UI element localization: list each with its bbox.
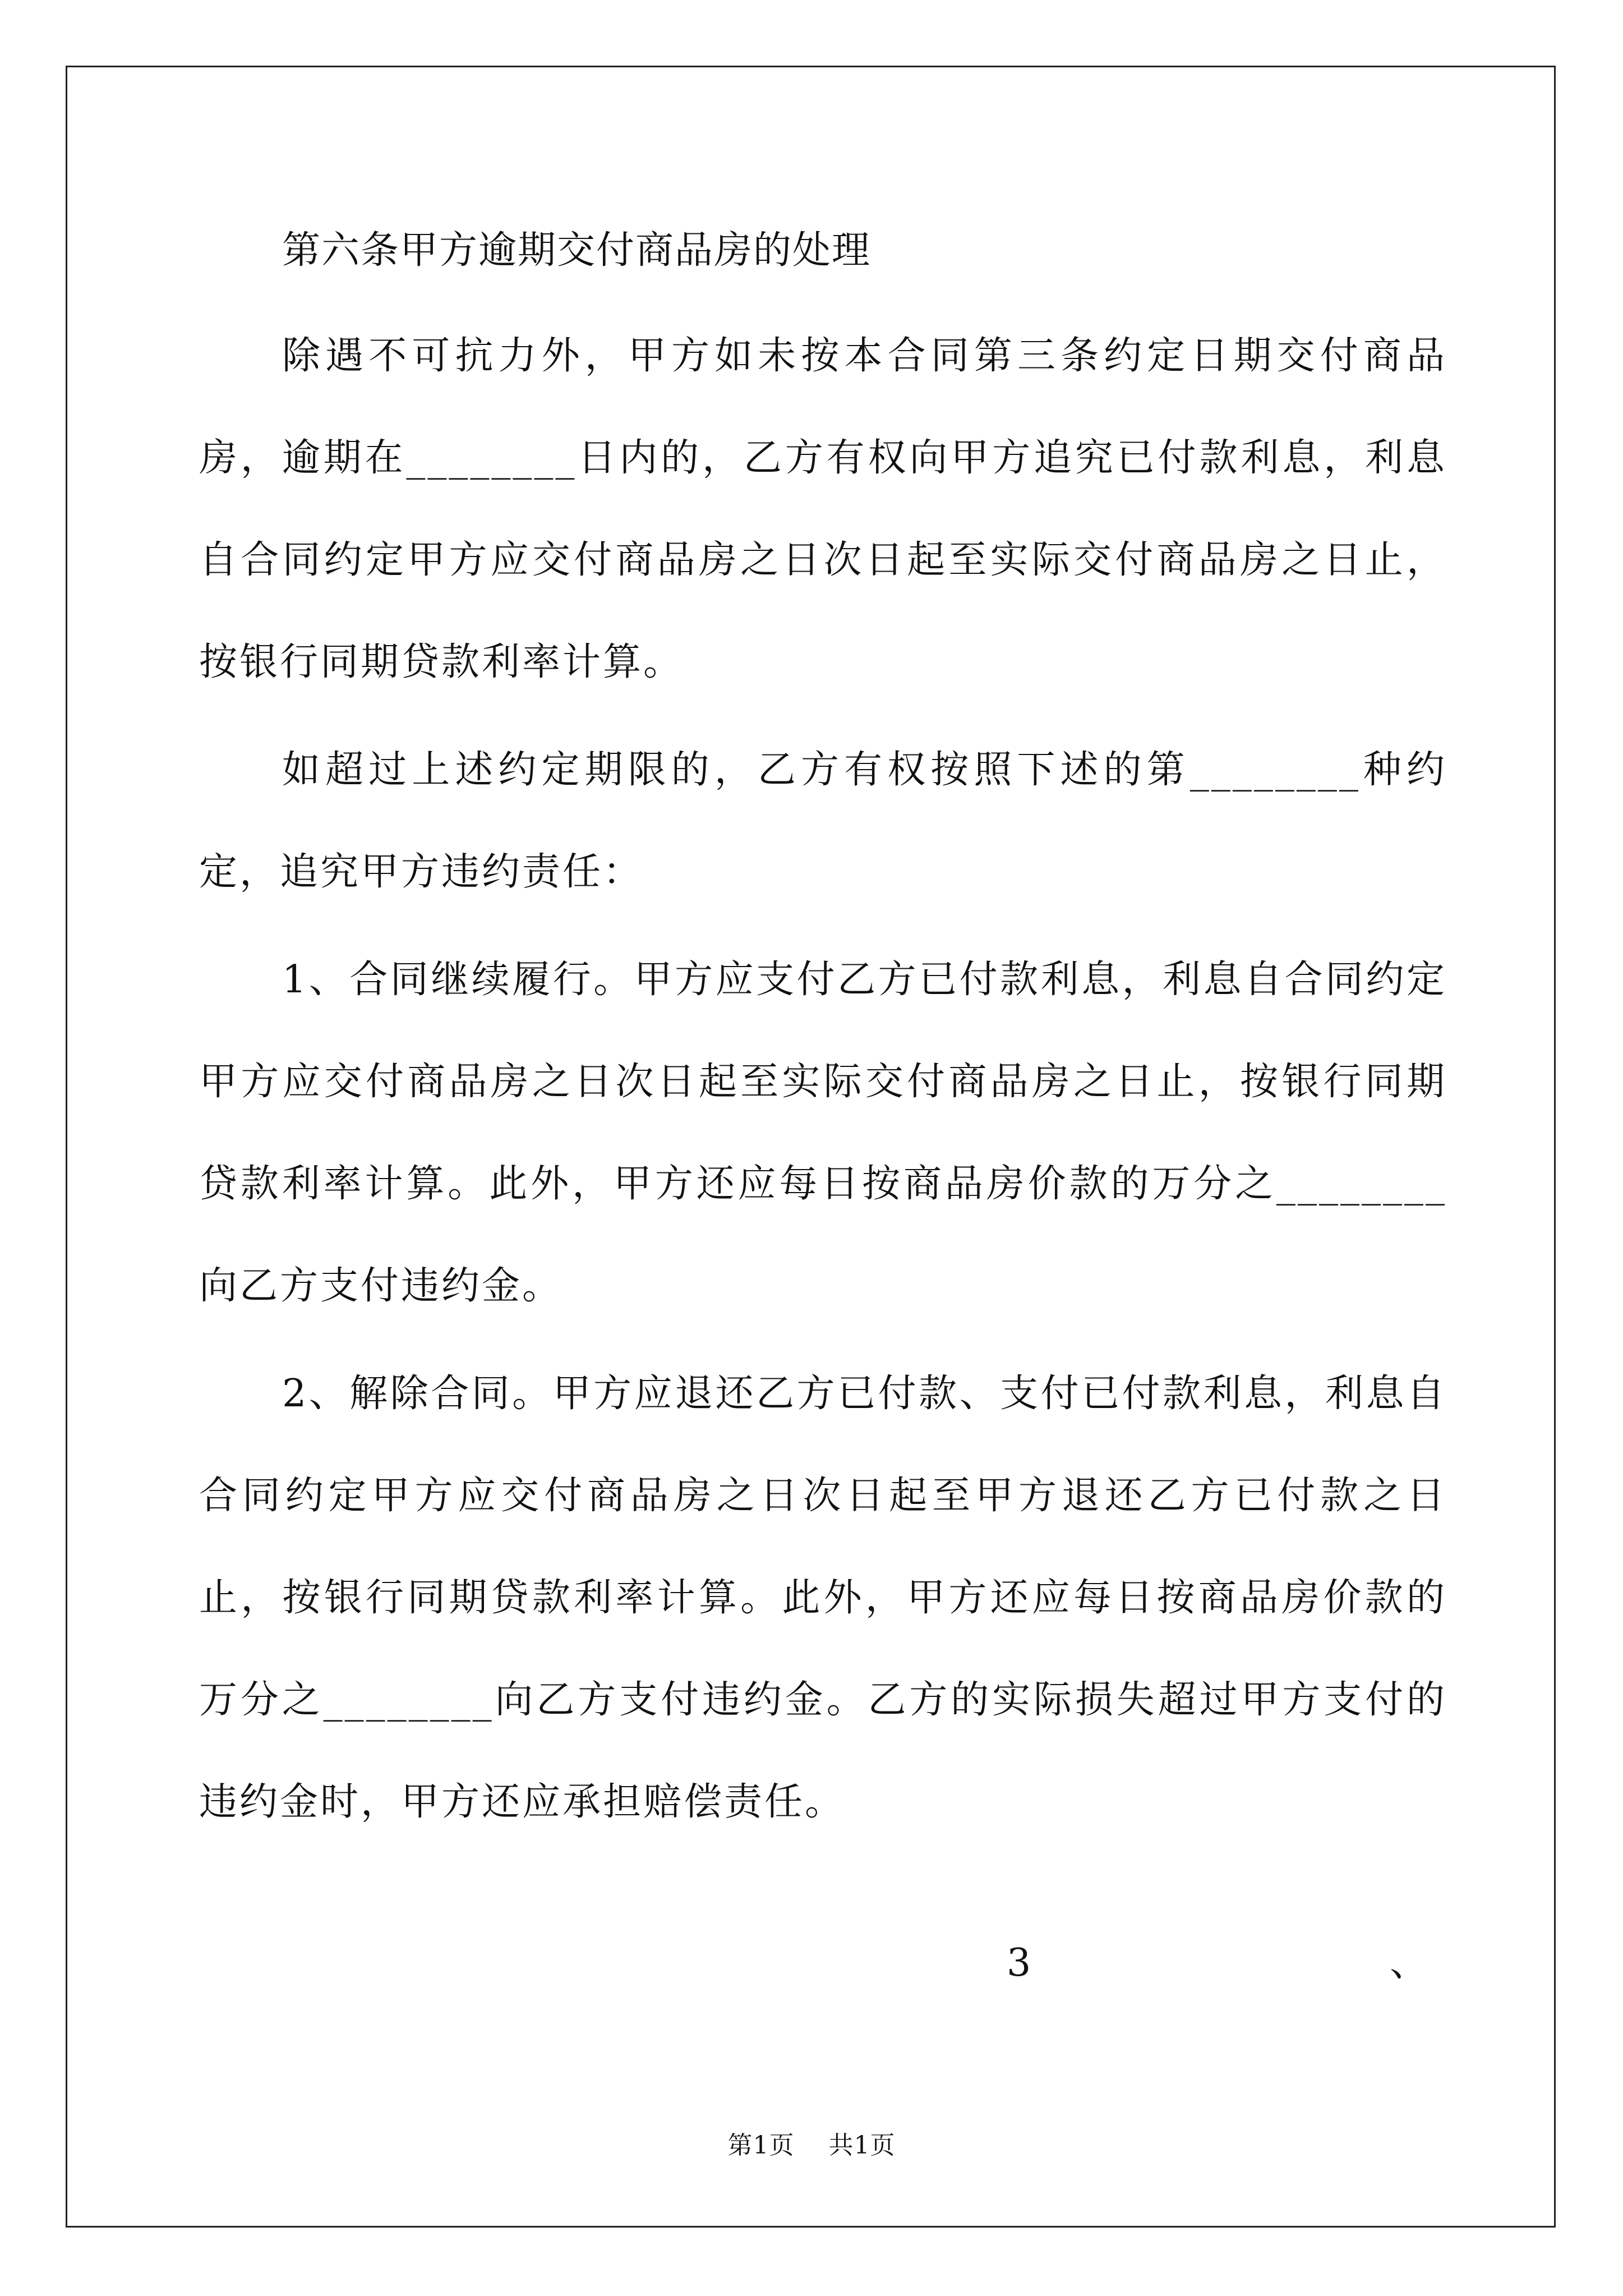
item-separator: 、	[1390, 1941, 1428, 1985]
paragraph-exceed-term: 如超过上述约定期限的，乙方有权按照下述的第________种约定，追究甲方违约责任：	[199, 748, 1447, 894]
page-footer	[0, 2129, 1623, 2162]
paragraph-option-terminate: 2、解除合同。甲方应退还乙方已付款、支付已付款利息，利息自合同约定甲方应交付商品房之日次日起至甲方退还乙方已付款之日止，按银行同期贷款利率计算。此外，甲方还应每日按商品房价款的万分之________向乙方支付违约金。乙方的实际损失超过甲方支付的违约金时，甲方还应承担赔偿责任。	[199, 1372, 1447, 1824]
article-heading: 第六条甲方逾期交付商品房的处理	[282, 228, 872, 273]
page-total: 共1页	[828, 2131, 896, 2160]
trailing-marker	[0, 1935, 1623, 1991]
page-current: 第1页	[727, 2131, 795, 2160]
paragraph-option-continue: 1、合同继续履行。甲方应支付乙方已付款利息，利息自合同约定甲方应交付商品房之日次日起至实际交付商品房之日止，按银行同期贷款利率计算。此外，甲方还应每日按商品房价款的万分之________向乙方支付违约金。	[199, 958, 1447, 1308]
item-number: 3	[1007, 1941, 1031, 1985]
paragraph-delay-interest: 除遇不可抗力外，甲方如未按本合同第三条约定日期交付商品房，逾期在________日内的，乙方有权向甲方追究已付款利息，利息自合同约定甲方应交付商品房之日次日起至实际交付商品房之日止，按银行同期贷款利率计算。	[199, 334, 1447, 684]
document-body	[199, 213, 1447, 1859]
